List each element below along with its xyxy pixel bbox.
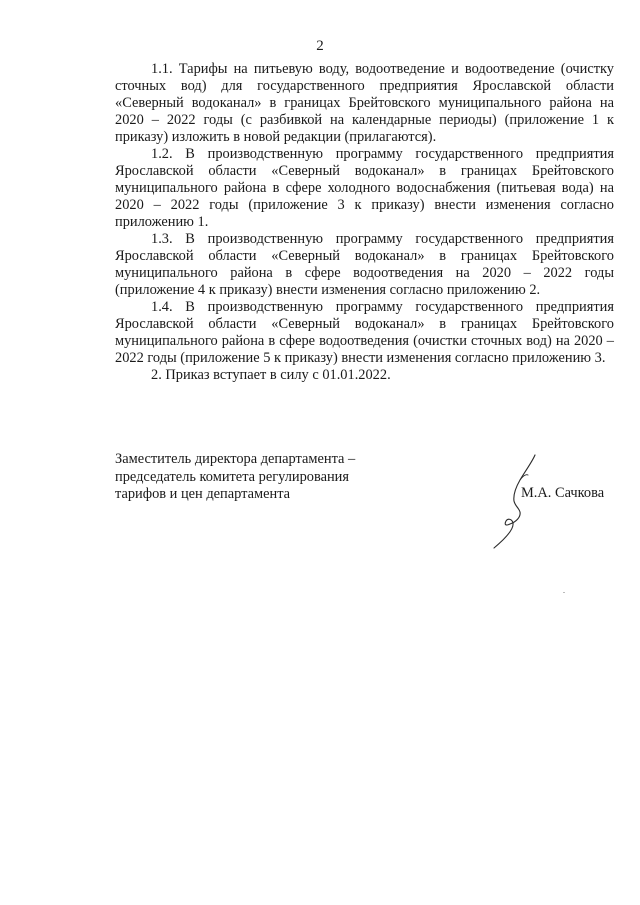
paragraph-2: 2. Приказ вступает в силу с 01.01.2022. [151,367,391,383]
document-body [115,61,614,384]
signatory-position-line: Заместитель директора департамента – [115,451,356,467]
paragraph-1-2: 1.2. В производственную программу государственного предприятия Ярославской области «Северный водоканал» в границах Брейтовского муниципального района в сфере холодного водоснабжения (питьевая вода) на 2020 – 2022 годы (приложение 3 к приказу) внести изменения согласно приложению 1. [115,146,614,230]
signer-name: М.А. Сачкова [521,485,605,501]
signatory-position-line: тарифов и цен департамента [115,486,291,502]
scan-speck [563,592,565,593]
signatory-position [115,451,385,504]
paragraph-1-4: 1.4. В производственную программу государственного предприятия Ярославской области «Северный водоканал» в границах Брейтовского муниципального района в сфере водоотведения (очистки сточных вод) на 2020 – 2022 годы (приложение 5 к приказу) внести изменения согласно приложению 3. [115,299,614,366]
paragraph-1-3: 1.3. В производственную программу государственного предприятия Ярославской области «Северный водоканал» в границах Брейтовского муниципального района в сфере водоотведения на 2020 – 2022 годы (приложение 4 к приказу) внести изменения согласно приложению 2. [115,231,614,298]
page-number: 2 [316,38,324,54]
paragraph-1-1: 1.1. Тарифы на питьевую воду, водоотведение и водоотведение (очистку сточных вод) для государственного предприятия Ярославской области «Северный водоканал» в границах Брейтовского муниципального района на 2020 – 2022 годы (с разбивкой на календарные периоды) (приложение 1 к приказу) изложить в новой редакции (прилагаются). [115,61,614,145]
signatory-position-line: председатель комитета регулирования [115,468,349,485]
